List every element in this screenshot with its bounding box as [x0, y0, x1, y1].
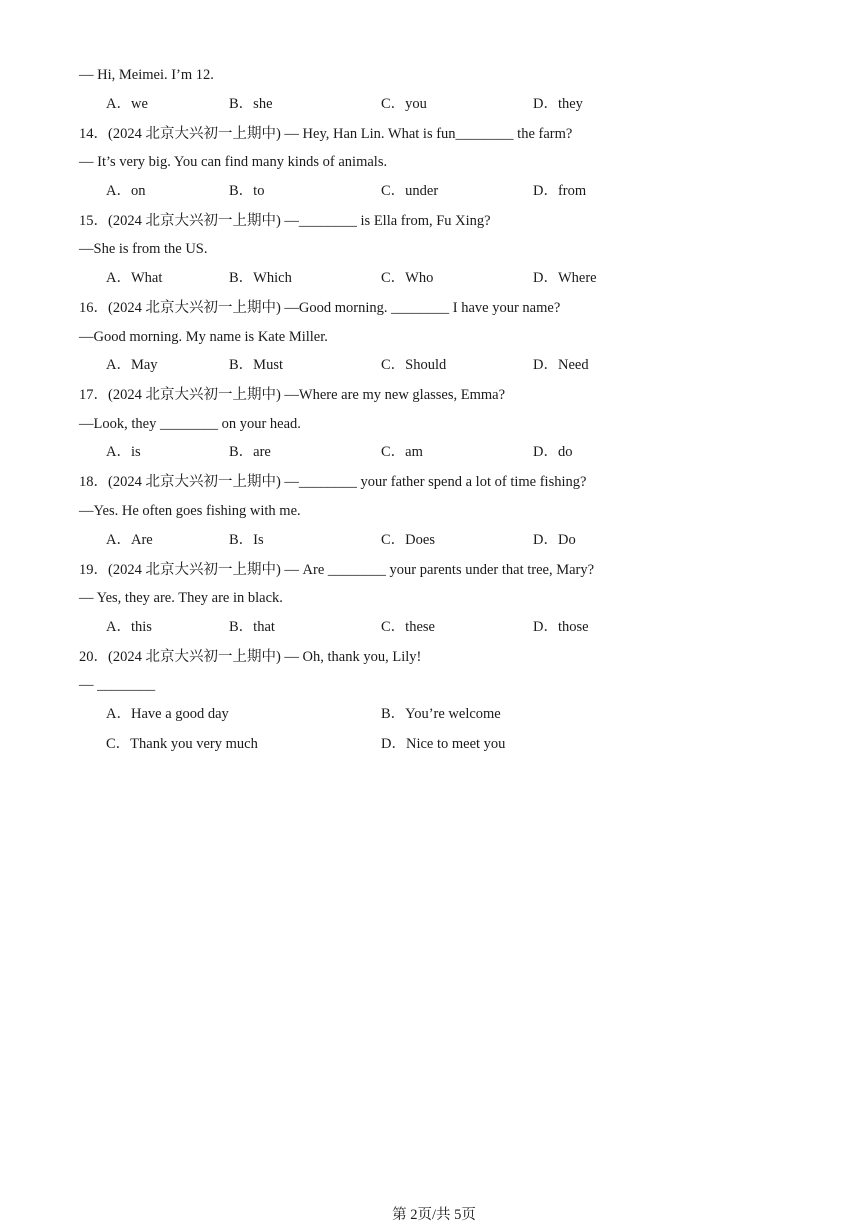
- question-text: 14．(2024 北京大兴初一上期中) — Hey, Han Lin. What is fun________ the farm?: [79, 125, 573, 142]
- answer-option: D．do: [533, 444, 573, 461]
- question-text: 17．(2024 北京大兴初一上期中) —Where are my new glasses, Emma?: [79, 387, 506, 404]
- answer-option: D．those: [533, 618, 589, 635]
- answer-option: B．You’re welcome: [381, 706, 501, 722]
- answer-option: D．Need: [533, 357, 589, 374]
- answer-option: A．is: [106, 444, 141, 461]
- answer-option: D．Do: [533, 531, 576, 548]
- answer-option: A．Have a good day: [106, 706, 229, 722]
- answer-option: B．Must: [229, 357, 283, 374]
- question-text: 16．(2024 北京大兴初一上期中) —Good morning. ________ I have your name?: [79, 300, 561, 316]
- answer-option: D．Nice to meet you: [381, 736, 506, 752]
- answer-option: C．Should: [381, 357, 447, 374]
- answer-option: A．this: [106, 618, 152, 635]
- answer-option: B．Which: [229, 270, 292, 286]
- answer-option: C．am: [381, 444, 423, 461]
- answer-option: C．these: [381, 618, 435, 635]
- question-text: — Yes, they are. They are in black.: [79, 590, 283, 607]
- answer-option: B．Is: [229, 531, 264, 548]
- answer-option: C．Does: [381, 531, 435, 548]
- answer-option: D．from: [533, 182, 587, 199]
- answer-option: D．they: [533, 95, 583, 112]
- answer-option: B．to: [229, 182, 265, 199]
- answer-option: C．you: [381, 95, 427, 112]
- question-text: — It’s very big. You can find many kinds of animals.: [79, 154, 388, 171]
- answer-option: A．May: [106, 357, 158, 374]
- answer-option: B．are: [229, 444, 271, 461]
- question-text: — ________: [79, 677, 156, 694]
- answer-option: C．under: [381, 182, 439, 199]
- answer-option: A．on: [106, 182, 146, 199]
- answer-option: A．What: [106, 270, 163, 286]
- answer-option: C．Thank you very much: [106, 736, 258, 752]
- answer-option: A．we: [106, 95, 148, 112]
- question-text: 20．(2024 北京大兴初一上期中) — Oh, thank you, Lily!: [79, 648, 422, 665]
- answer-option: A．Are: [106, 531, 153, 548]
- question-text: —She is from the US.: [79, 241, 208, 258]
- question-text: 18．(2024 北京大兴初一上期中) —________ your father spend a lot of time fishing?: [79, 474, 587, 491]
- page-footer: 第 2页/共 5页: [392, 1207, 476, 1223]
- question-text: 19．(2024 北京大兴初一上期中) — Are ________ your parents under that tree, Mary?: [79, 561, 595, 578]
- question-text: —Look, they ________ on your head.: [79, 415, 301, 432]
- answer-option: B．that: [229, 618, 275, 635]
- question-text: —Yes. He often goes fishing with me.: [79, 503, 301, 519]
- question-text: —Good morning. My name is Kate Miller.: [79, 328, 328, 345]
- question-text: — Hi, Meimei. I’m 12.: [79, 67, 214, 83]
- answer-option: B．she: [229, 95, 273, 112]
- question-text: 15．(2024 北京大兴初一上期中) —________ is Ella from, Fu Xing?: [79, 212, 491, 229]
- answer-option: D．Where: [533, 270, 597, 286]
- answer-option: C．Who: [381, 270, 434, 286]
